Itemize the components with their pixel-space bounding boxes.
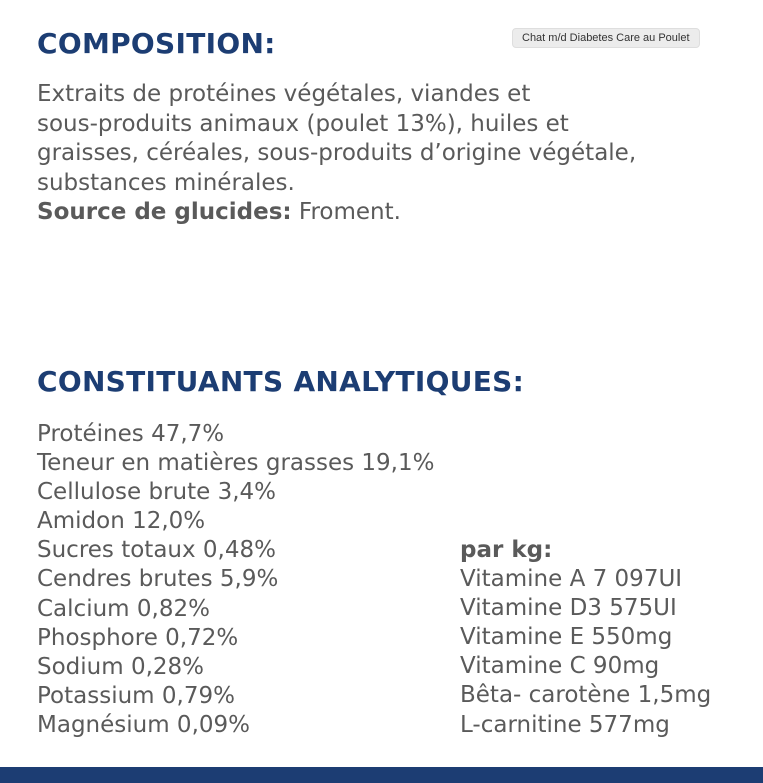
footer-bar bbox=[0, 767, 763, 783]
list-item: Potassium 0,79% bbox=[37, 682, 235, 709]
list-item: Vitamine C 90mg bbox=[460, 653, 660, 680]
list-item: Cellulose brute 3,4% bbox=[37, 479, 277, 506]
list-item: Teneur en matières grasses 19,1% bbox=[37, 450, 435, 477]
analytical-constituents-list bbox=[37, 420, 434, 740]
composition-heading: COMPOSITION: bbox=[37, 27, 276, 60]
composition-line: graisses, céréales, sous-produits d’origine végétale, bbox=[37, 140, 637, 166]
carbohydrate-source-value: Froment. bbox=[291, 199, 401, 225]
list-item: Sodium 0,28% bbox=[37, 653, 205, 680]
product-name-badge: Chat m/d Diabetes Care au Poulet bbox=[512, 28, 700, 48]
analytical-constituents-heading: CONSTITUANTS ANALYTIQUES: bbox=[37, 365, 525, 398]
composition-line: sous-produits animaux (poulet 13%), huiles et bbox=[37, 110, 569, 137]
list-item: Magnésium 0,09% bbox=[37, 711, 250, 738]
composition-line: Extraits de protéines végétales, viandes et bbox=[37, 81, 531, 107]
composition-text bbox=[37, 80, 757, 228]
list-item: Sucres totaux 0,48% bbox=[37, 537, 276, 564]
list-item: Vitamine E 550mg bbox=[460, 624, 673, 651]
list-item: Vitamine D3 575UI bbox=[460, 595, 677, 622]
carbohydrate-source bbox=[37, 198, 757, 228]
list-item: Protéines 47,7% bbox=[37, 421, 225, 447]
composition-line: substances minérales. bbox=[37, 169, 295, 196]
list-item: L-carnitine 577mg bbox=[460, 711, 670, 738]
list-item: Amidon 12,0% bbox=[37, 508, 206, 535]
list-item: Cendres brutes 5,9% bbox=[37, 566, 279, 593]
list-item: Calcium 0,82% bbox=[37, 595, 210, 622]
per-kg-section bbox=[460, 536, 711, 740]
per-kg-heading: par kg: bbox=[460, 537, 553, 563]
per-kg-list bbox=[460, 565, 711, 740]
list-item: Phosphore 0,72% bbox=[37, 624, 239, 651]
carbohydrate-source-label: Source de glucides: bbox=[37, 199, 292, 225]
list-item: Bêta- carotène 1,5mg bbox=[460, 682, 712, 709]
list-item: Vitamine A 7 097UI bbox=[460, 566, 683, 593]
